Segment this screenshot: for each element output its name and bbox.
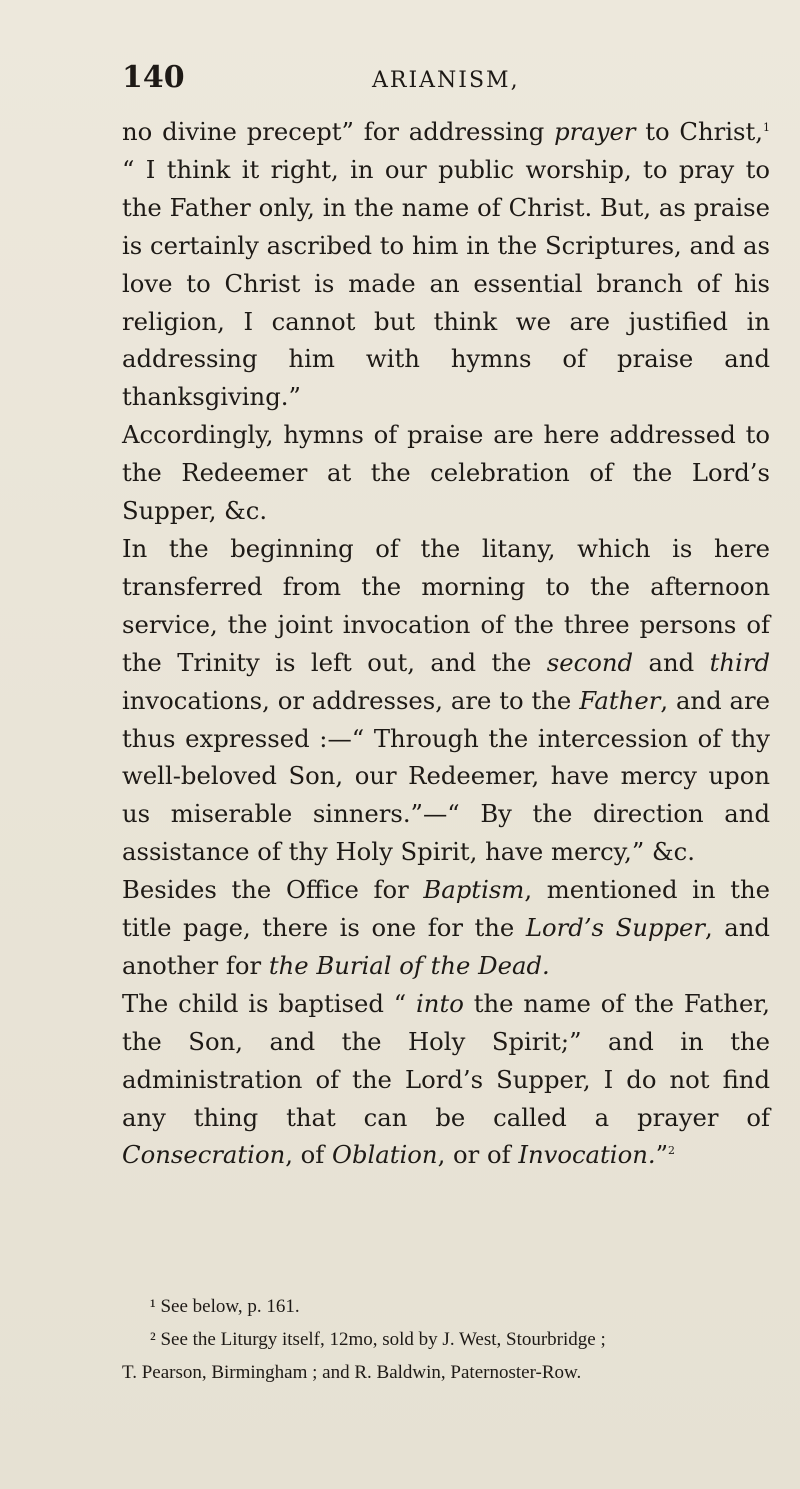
p3-italic-third: third <box>709 647 770 677</box>
p3-text-1: In the beginning of the litany, which is here transferred from the morning to the afternoon service, the joint invocation of the three persons of the Trinity is left out, and the <box>122 533 770 677</box>
paragraph-4 <box>122 871 770 985</box>
p1-text-3: “ I think it right, in our public worship, to pray to the Father only, in the name of Christ. But, as praise is certainly ascribed to him in the Scriptures, and as love to Christ is made an essential branch of his religion, I cannot but think we are justified in addressing him with hymns of praise and thanksgiving.” <box>122 154 770 412</box>
p3-text-3: invocations, or addresses, are to the <box>122 685 580 715</box>
p5-italic-consecration: Consecration <box>122 1140 286 1170</box>
p5-italic-into: into <box>416 988 464 1018</box>
p5-text-2: the name of the Father, the Son, and the Holy Spirit;” and in the administration of the Lord’s Supper, I do not find any thing that can be called a prayer of <box>122 988 771 1132</box>
p4-italic-lords-supper: Lord’s Supper <box>525 913 705 943</box>
footnote-2-line-2: T. Pearson, Birmingham ; and R. Baldwin, Paternoster-Row. <box>122 1362 582 1383</box>
p2-text: Accordingly, hymns of praise are here addressed to the Redeemer at the celebration of the Lord’s Supper, &c. <box>122 420 770 526</box>
p1-italic-prayer: prayer <box>554 117 636 146</box>
p3-text-4: , and are thus expressed :—“ Through the intercession of thy well-beloved Son, our Redeemer, have mercy upon us miserable sinners.”—“ By the direction and assistance of thy Holy Spirit, have mercy,” &c. <box>122 685 770 867</box>
p5-italic-oblation: Oblation <box>332 1140 438 1170</box>
p5-text-1: The child is baptised “ <box>122 988 417 1018</box>
p5-italic-invocation: Invocation. <box>518 1140 656 1170</box>
p4-text-3: , and another for <box>122 913 770 980</box>
p1-text-1: no divine precept” for addressing <box>122 117 555 146</box>
p4-text-2: , mentioned in the title page, there is one for the <box>122 875 771 943</box>
p5-text-4: , or of <box>437 1140 519 1170</box>
footnote-2-line-1: ² See the Liturgy itself, 12mo, sold by J. West, Stourbridge ; <box>150 1329 606 1350</box>
p5-text-3: , of <box>285 1140 333 1170</box>
paragraph-3 <box>122 530 770 871</box>
footnote-1: ¹ See below, p. 161. <box>150 1296 300 1317</box>
body-text <box>122 113 770 1174</box>
footnotes <box>122 1290 782 1389</box>
running-head: ARIANISM, <box>372 68 520 93</box>
p3-italic-father: Father <box>579 685 661 715</box>
p3-text-2: and <box>633 647 710 677</box>
footnote-ref-1: 1 <box>763 120 771 134</box>
p5-text-5: ” <box>655 1140 668 1170</box>
page-number: 140 <box>122 60 185 95</box>
paragraph-2 <box>122 416 770 530</box>
page-header <box>122 60 742 110</box>
p1-text-2: to Christ, <box>635 117 764 146</box>
p4-italic-baptism: Baptism <box>423 875 525 905</box>
p3-italic-second: second <box>546 647 634 677</box>
footnote-ref-2: 2 <box>668 1144 675 1158</box>
p4-text-1: Besides the Office for <box>122 875 424 905</box>
paragraph-5 <box>122 985 770 1175</box>
paragraph-1 <box>122 113 770 416</box>
p4-italic-burial: the Burial of the Dead. <box>268 950 550 980</box>
